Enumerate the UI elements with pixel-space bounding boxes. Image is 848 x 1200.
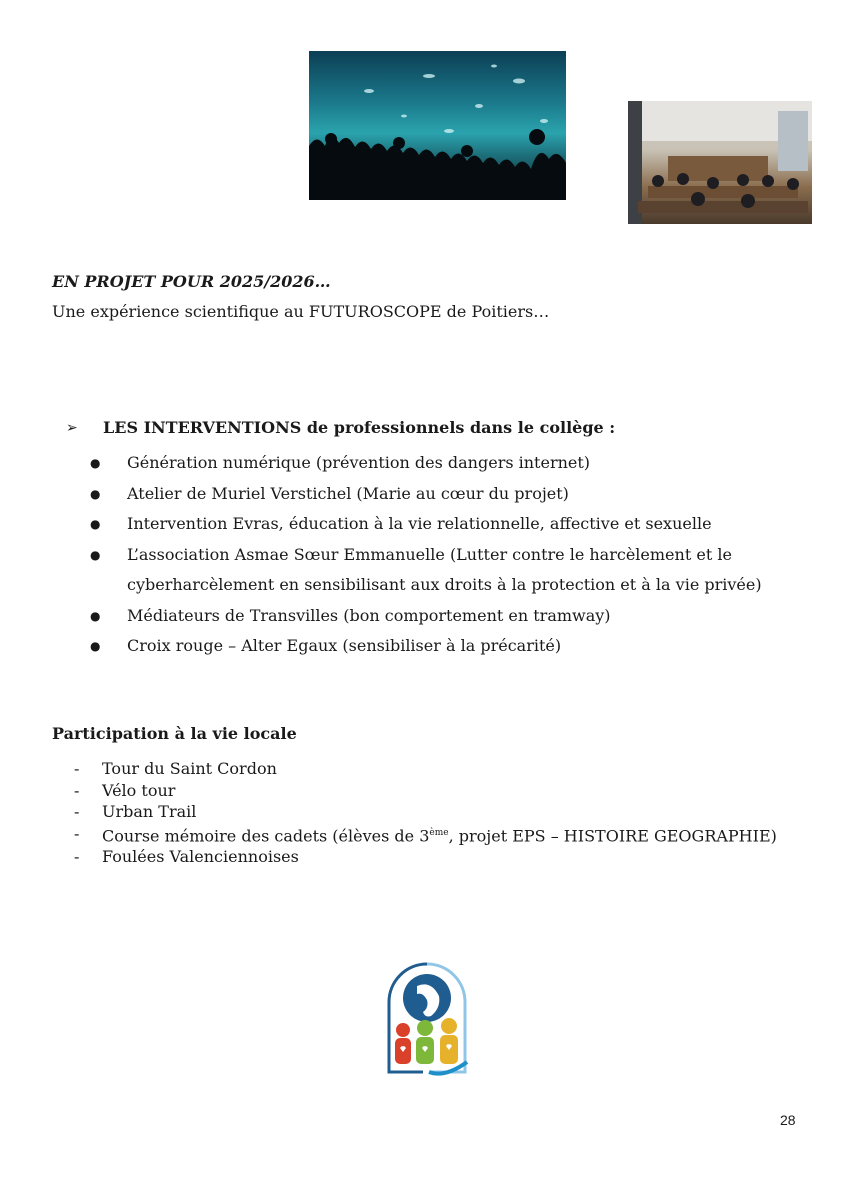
list-item-continued: cyberharcèlement en sensibilisant aux droits à la protection et à la vie privée) (127, 575, 762, 594)
list-item: ● Médiateurs de Transvilles (bon comportement en tramway) (90, 601, 830, 632)
page-number: 28 (780, 1112, 796, 1128)
bullet-icon: ● (90, 639, 101, 653)
list-item: - Foulées Valenciennoises (74, 847, 299, 867)
bullet-icon: ● (90, 486, 101, 501)
bullet-icon: ● (90, 456, 101, 470)
association-logo (383, 962, 471, 1078)
project-text: Une expérience scientifique au FUTUROSCOPE de Poitiers… (52, 302, 550, 321)
bullet-icon: ● (90, 547, 101, 562)
bullet-icon: ● (90, 517, 101, 531)
list-item: ● Croix rouge – Alter Egaux (sensibiliser à la précarité) (90, 631, 830, 662)
list-item: - Tour du Saint Cordon (74, 759, 277, 778)
arrow-bullet-icon: ➢ (66, 419, 78, 436)
list-item: ● Atelier de Muriel Verstichel (Marie au cœur du projet) (90, 479, 830, 510)
interventions-heading (66, 418, 615, 437)
courtroom-photo (628, 101, 812, 224)
list-item: - Vélo tour (74, 780, 176, 800)
local-life-title: Participation à la vie locale (52, 724, 297, 743)
list-item: ● L’association Asmae Sœur Emmanuelle (Lutter contre le harcèlement et le (90, 540, 830, 571)
list-item: - Course mémoire des cadets (élèves de 3ème, projet EPS – HISTOIRE GEOGRAPHIE) (74, 823, 777, 845)
list-item: ● Intervention Evras, éducation à la vie relationnelle, affective et sexuelle (90, 509, 830, 540)
list-item: - Urban Trail (74, 802, 197, 821)
bullet-icon: ● (90, 608, 101, 623)
aquarium-photo (309, 51, 566, 200)
local-life-list (74, 758, 777, 868)
project-title: EN PROJET POUR 2025/2026… (52, 272, 331, 291)
interventions-heading-text: LES INTERVENTIONS de professionnels dans le collège : (103, 418, 616, 437)
list-item: ● Génération numérique (prévention des dangers internet) (90, 448, 830, 479)
interventions-list (90, 448, 830, 662)
